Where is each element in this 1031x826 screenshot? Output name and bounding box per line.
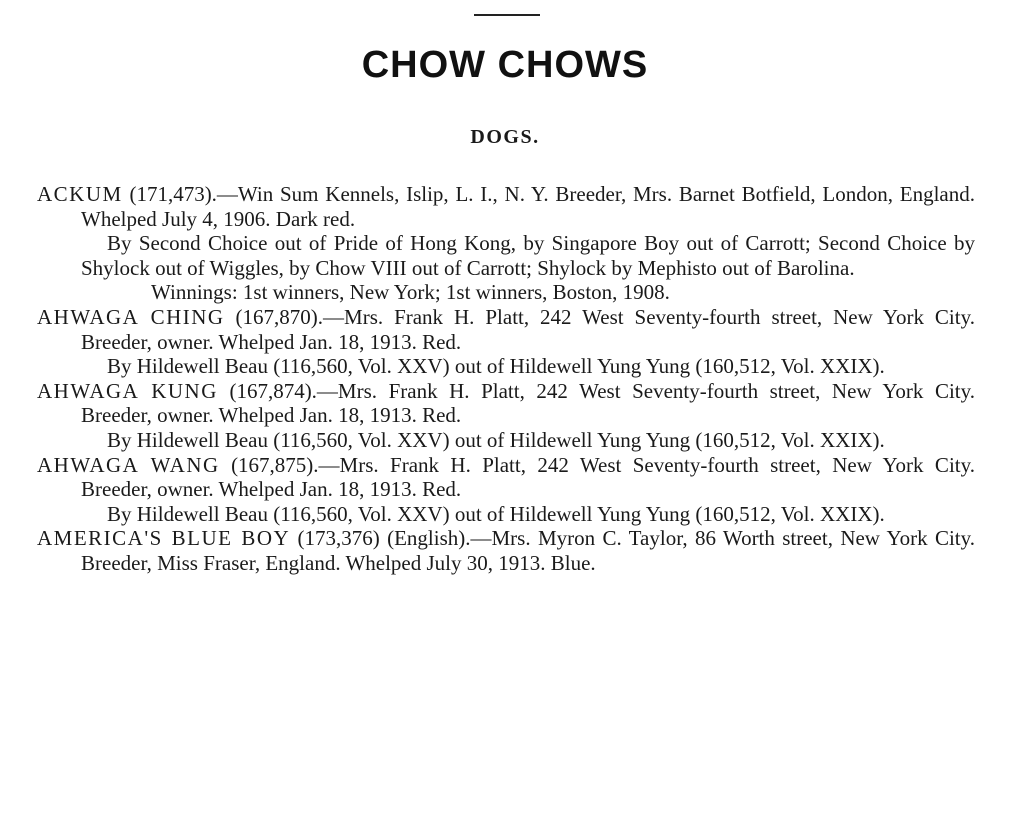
entry-ahwaga-ching (37, 305, 975, 379)
section-heading: DOGS. (470, 126, 540, 148)
entry-list (37, 182, 975, 576)
dog-name: AHWAGA KUNG (37, 378, 218, 403)
dog-name: AHWAGA CHING (37, 304, 225, 329)
entry-details: (173,376) (English).—Mrs. Myron C. Taylor, 86 Worth street, New York City. Breeder, Miss Fraser, England. Whelped July 30, 1913. Blue. (81, 526, 976, 575)
entry-details: (167,875).—Mrs. Frank H. Platt, 242 West Seventy-fourth street, New York City. Breeder, owner. Whelped Jan. 18, 1913. Red. (81, 452, 975, 502)
entry-details: (167,874).—Mrs. Frank H. Platt, 242 West Seventy-fourth street, New York City. Breeder, owner. Whelped Jan. 18, 1913. Red. (81, 378, 976, 428)
pedigree-text: By Hildewell Beau (116,560, Vol. XXV) out of Hildewell Yung Yung (160,512, Vol. XXIX). (107, 354, 885, 379)
entry-ackum (37, 182, 975, 305)
winnings-text: Winnings: 1st winners, New York; 1st winners, Boston, 1908. (151, 280, 670, 305)
entry-ahwaga-kung (37, 379, 975, 453)
dog-name: AMERICA'S BLUE BOY (37, 526, 291, 551)
page-title: CHOW CHOWS (361, 44, 649, 86)
entry-ahwaga-wang (37, 453, 975, 527)
entry-pedigree (37, 354, 975, 379)
entry-pedigree (37, 231, 975, 280)
entry-americas-blue-boy (37, 526, 975, 575)
entry-main (37, 526, 975, 575)
entry-winnings (37, 280, 975, 305)
entry-main (37, 453, 975, 502)
top-rule (474, 14, 540, 16)
dog-name: AHWAGA WANG (37, 452, 220, 477)
pedigree-text: By Second Choice out of Pride of Hong Kong, by Singapore Boy out of Carrott; Second Choice by Shylock out of Wiggles, by Chow VIII out of Carrott; Shylock by Mephisto out of Barolina. (81, 231, 975, 280)
entry-pedigree (37, 502, 975, 527)
entry-main (37, 305, 975, 354)
entry-details: (171,473).—Win Sum Kennels, Islip, L. I., N. Y. Breeder, Mrs. Barnet Botfield, London, England. Whelped July 4, 1906. Dark red. (81, 182, 975, 231)
entry-main (37, 182, 975, 231)
entry-details: (167,870).—Mrs. Frank H. Platt, 242 West Seventy-fourth street, New York City. Breeder, owner. Whelped Jan. 18, 1913. Red. (81, 304, 975, 354)
dog-name: ACKUM (37, 182, 123, 206)
pedigree-text: By Hildewell Beau (116,560, Vol. XXV) out of Hildewell Yung Yung (160,512, Vol. XXIX). (107, 427, 885, 452)
entry-pedigree (37, 428, 975, 453)
pedigree-text: By Hildewell Beau (116,560, Vol. XXV) out of Hildewell Yung Yung (160,512, Vol. XXIX). (107, 501, 885, 526)
entry-main (37, 379, 975, 428)
